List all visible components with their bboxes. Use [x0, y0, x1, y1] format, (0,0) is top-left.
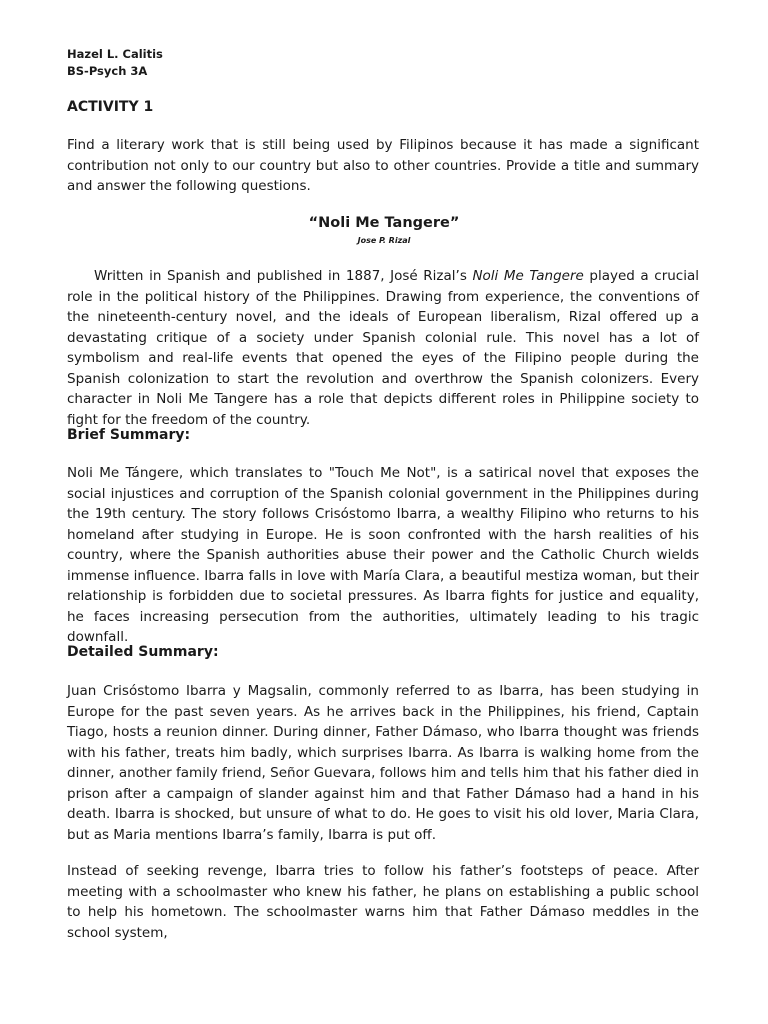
detailed-summary-heading: Detailed Summary:: [67, 644, 219, 660]
work-author: Jose P. Rizal: [357, 236, 411, 245]
intro-paragraph: [67, 266, 699, 430]
detailed-summary-paragraph-1: Juan Crisóstomo Ibarra y Magsalin, commonly referred to as Ibarra, has been studying in Europe for the past seven years. As he arrives back in the Philippines, his friend, Captain Tiago, hosts a reunion dinner. During dinner, Father Dámaso, who Ibarra thought was friends with his father, treats him badly, which surprises Ibarra. As Ibarra is walking home from the dinner, another family friend, Señor Guevara, follows him and tells him that his father died in prison after a campaign of slander against him and that Father Dámaso had a hand in his death. Ibarra is shocked, but unsure of what to do. He goes to visit his old lover, Maria Clara, but as Maria mentions Ibarra’s family, Ibarra is put off.: [67, 683, 699, 843]
intro-text-after: played a crucial role in the political history of the Philippines. Drawing from experience, the conventions of the nineteenth-century novel, and the ideals of European liberalism, Rizal offered up a devastating critique of a society under Spanish colonial rule. This novel has a lot of symbolism and real-life events that opened the eyes of the Filipino people during the Spanish colonization to start the revolution and overthrow the Spanish colonizers. Every character in Noli Me Tangere has a role that depicts different roles in Philippine society to fight for the freedom of the country.: [67, 268, 699, 428]
detailed-summary-paragraph-2: Instead of seeking revenge, Ibarra tries to follow his father’s footsteps of peace. After meeting with a schoolmaster who knew his father, he plans on establishing a public school to help his hometown. The schoolmaster warns him that Father Dámaso meddles in the school system,: [67, 863, 699, 941]
instructions-paragraph: Find a literary work that is still being used by Filipinos because it has made a significant contribution not only to our country but also to other countries. Provide a title and summary and answer the following questions.: [67, 137, 699, 194]
brief-summary-paragraph: Noli Me Tángere, which translates to "Touch Me Not", is a satirical novel that exposes the social injustices and corruption of the Spanish colonial government in the Philippines during the 19th century. The story follows Crisóstomo Ibarra, a wealthy Filipino who returns to his homeland after studying in Europe. He is soon confronted with the harsh realities of his country, where the Spanish authorities abuse their power and the Catholic Church wields immense influence. Ibarra falls in love with María Clara, a beautiful mestiza woman, but their relationship is forbidden due to societal pressures. As Ibarra fights for justice and equality, he faces increasing persecution from the authorities, ultimately leading to his tragic downfall.: [67, 465, 699, 645]
author-course: BS-Psych 3A: [67, 64, 148, 78]
author-name: Hazel L. Calitis: [67, 47, 163, 61]
intro-title-italic: Noli Me Tangere: [472, 268, 584, 284]
intro-text-before: Written in Spanish and published in 1887, José Rizal’s: [94, 268, 473, 284]
activity-title: ACTIVITY 1: [67, 99, 154, 115]
brief-summary-heading: Brief Summary:: [67, 427, 191, 443]
work-title: “Noli Me Tangere”: [308, 215, 460, 231]
